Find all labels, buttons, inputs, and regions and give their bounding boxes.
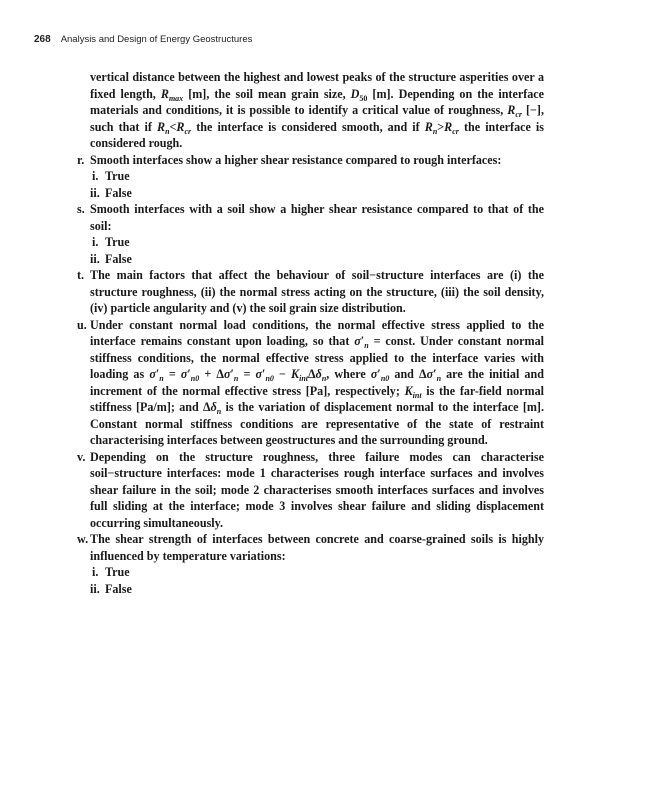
question-letter: u.: [77, 317, 87, 332]
question-text: Smooth interfaces show a higher shear resistance compared to rough interfaces:: [90, 152, 502, 167]
question-letter: s.: [77, 202, 85, 216]
question-text: Depending on the structure roughness, three failure modes can characterise soil−structure interfaces: mode 1 characterises rough interface surfaces and involves shear failure in the soil; mode 2 characterises smooth interfaces surfaces and involves full sliding at the interface; mode 3 involves shear failure and sliding displacement occurring simultaneously.: [90, 449, 544, 530]
question-letter: v.: [77, 449, 86, 464]
running-header: [34, 34, 252, 45]
running-title: Analysis and Design of Energy Geostructures: [60, 34, 253, 45]
question-v: [77, 449, 544, 532]
question-text: The shear strength of interfaces between concrete and coarse-grained soils is highly influenced by temperature variations:: [90, 532, 544, 563]
question-text: Smooth interfaces with a soil show a higher shear resistance compared to that of the soil:: [90, 202, 544, 233]
question-text: Under constant normal load conditions, the normal effective stress applied to the interface remains constant upon loading, so that $\sigma'_n$ = const. Under constant normal stiffness conditions, the normal effective stress applied to the interface varies with loading as $\sigma'_n = \sigma'_{n0} + \Delta\sigma'_n = \sigma'_{n0} - K_{int}\Delta\delta_n$, where $\sigma'_{n0}$ and $\Delta\sigma'_n$ are the initial and increment of the normal effective stress [Pa], respectively; $K_{int}$ is the far-field normal stiffness [Pa/m]; and $\Delta\delta_n$ is the variation of displacement normal to the interface [m]. Constant normal stiffness conditions are representative of the state of restraint characterising interfaces between geostructures and the surrounding ground.: [90, 317, 544, 447]
question-w: [77, 531, 544, 597]
continued-paragraph: vertical distance between the highest and lowest peaks of the structure asperities over a fixed length, $R_{max}$ [m], the soil mean grain size, $D_{50}$ [m]. Depending on the interface materials and conditions, it is possible to identify a critical value of roughness, $R_{cr}$ [−], such that if $R_n<R_{cr}$ the interface is considered smooth, and if $R_n>R_{cr}$ the interface is considered rough.: [90, 70, 545, 150]
option-false: ii. False: [90, 251, 132, 266]
page-content: [77, 69, 545, 597]
question-letter: t.: [77, 268, 85, 282]
question-letter: w.: [77, 532, 89, 546]
option-true: i. True: [92, 565, 130, 579]
question-text: The main factors that affect the behaviour of soil−structure interfaces are (i) the structure roughness, (ii) the normal stress acting on the structure, (iii) the soil density, (iv) particle angularity and (v) the soil grain size distribution.: [90, 268, 544, 315]
option-true: i. True: [92, 169, 130, 183]
question-t: [77, 267, 544, 317]
question-u: [77, 317, 544, 449]
option-false: ii. False: [90, 581, 132, 596]
page-number: 268: [34, 34, 51, 45]
option-true: i. True: [92, 235, 130, 249]
option-false: ii. False: [90, 185, 132, 200]
question-letter: r.: [77, 152, 85, 167]
question-s: [77, 201, 544, 267]
question-r: [77, 152, 544, 202]
